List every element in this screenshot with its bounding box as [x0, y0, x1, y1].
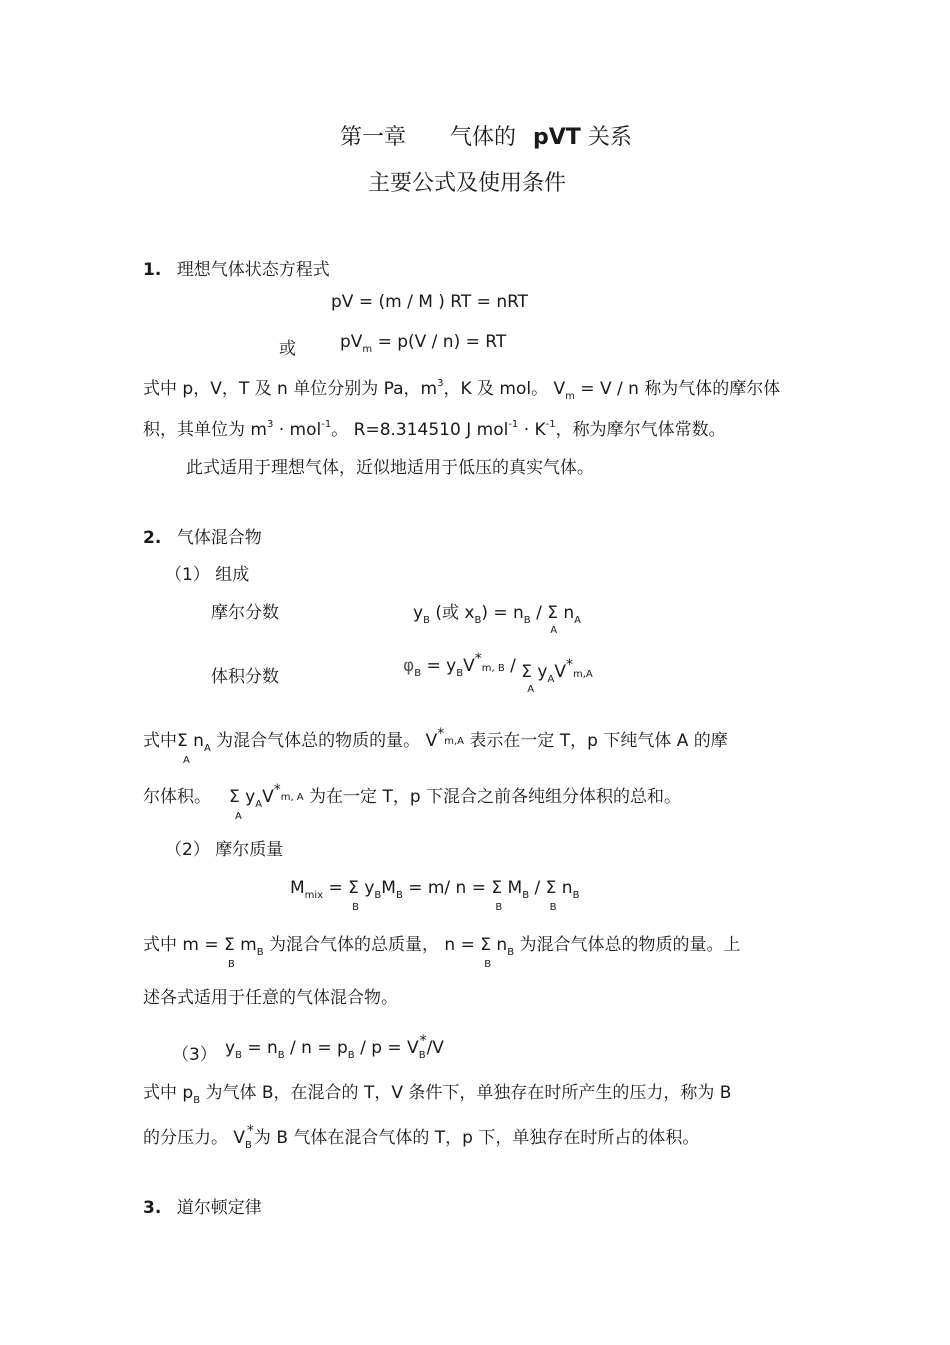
p4-sub2: m,A: [444, 736, 464, 747]
p9-star: *: [246, 1123, 254, 1139]
mm-d: M: [381, 878, 396, 898]
eq3-e: /V: [426, 1038, 444, 1058]
or-label: 或: [279, 339, 296, 359]
mole-a: y: [413, 603, 424, 623]
partial-pressure-equation: [225, 1033, 444, 1061]
mole-b: (或 x: [429, 603, 475, 623]
mole-sub4: A: [574, 615, 581, 626]
eq3-sub3: B: [347, 1050, 355, 1061]
vol-sub2: B: [456, 668, 464, 679]
vol-sub1: B: [414, 668, 422, 679]
mole-fraction-equation: [413, 598, 581, 636]
paragraph-applicability-2: 述各式适用于任意的气体混合物。: [143, 988, 398, 1008]
mole-d: /: [530, 603, 548, 623]
p6-sigma2-limit: B: [484, 959, 492, 970]
p2-sup4: -1: [545, 419, 556, 430]
mole-e: n: [557, 603, 575, 623]
mm-e: = m/ n =: [402, 878, 492, 898]
section-2-title: 气体混合物: [176, 528, 262, 548]
p8-sub: B: [193, 1095, 201, 1106]
mm-sigma3: Σ: [545, 878, 557, 898]
p2-sup1: 3: [266, 419, 274, 430]
p5-sigma-limit: A: [235, 811, 242, 822]
eq3-sub4: B: [418, 1050, 426, 1061]
mm-sub3: B: [395, 890, 403, 901]
title-post: 关系: [587, 125, 632, 150]
paragraph-total-moles: [143, 726, 728, 766]
mm-f: M: [502, 878, 523, 898]
p4-b: n: [187, 731, 204, 751]
section-1-title: 理想气体状态方程式: [176, 260, 330, 280]
volume-fraction-equation: [403, 651, 593, 695]
p6-sub1: B: [256, 947, 264, 958]
p9-b: 为 B 气体在混合气体的 T，p 下，单独存在时所占的体积。: [253, 1128, 700, 1148]
paragraph-units-1: [143, 374, 781, 402]
p6-sigma2: Σ: [480, 935, 491, 955]
mm-h: n: [556, 878, 573, 898]
mole-sub1: B: [423, 615, 430, 626]
vol-sub4: A: [547, 674, 555, 685]
vol-sigma: Σ: [521, 662, 532, 682]
subtitle: 主要公式及使用条件: [368, 171, 567, 196]
eq3-sub2: B: [277, 1050, 285, 1061]
p9-a: 的分压力。 V: [143, 1128, 246, 1148]
mm-a: M: [290, 878, 305, 898]
p4-sigma-group: [177, 731, 190, 766]
mm-sigma2: Σ: [491, 878, 503, 898]
ideal-gas-equation: pV = (m / M ) RT = nRT: [331, 292, 529, 312]
p1-sub: m: [565, 391, 575, 402]
vol-b: V: [463, 656, 475, 676]
vol-sigma-group: [521, 656, 535, 695]
eq3-b: = n: [241, 1038, 278, 1058]
section-3-title: 道尔顿定律: [176, 1198, 262, 1218]
p6-c: 为混合气体的总质量， n =: [263, 935, 481, 955]
section-1-number: 1.: [143, 260, 162, 280]
title-pre: 气体的: [450, 125, 517, 150]
section-1-heading: [143, 255, 330, 280]
vol-sigma-limit: A: [527, 684, 535, 695]
p5-c: V: [262, 787, 274, 807]
p1-sup: 3: [437, 378, 444, 389]
p5-sigma: Σ: [229, 787, 240, 807]
p1-text-a: 式中 p，V，T 及 n 单位分别为 Pa，m: [143, 379, 438, 399]
mole-c: ) = n: [481, 603, 524, 623]
paragraph-total-volume: [143, 782, 682, 822]
volume-fraction-label: 体积分数: [211, 667, 279, 687]
paragraph-applicability-1: 此式适用于理想气体，近似地适用于低压的真实气体。: [186, 458, 594, 478]
section-3-number: 3.: [143, 1198, 162, 1218]
section-2-heading: [143, 523, 262, 548]
vol-e: V: [554, 662, 566, 682]
molar-volume-equation: [340, 332, 507, 355]
p4-star: *: [437, 726, 445, 742]
p2-sup3: -1: [508, 419, 519, 430]
eq2-text-b: = p(V / n) = RT: [372, 332, 507, 352]
subsection-molar-mass: （2） 摩尔质量: [165, 840, 284, 860]
vol-star2: *: [565, 657, 573, 673]
vol-d: y: [532, 662, 548, 682]
mole-sub2: B: [474, 615, 482, 626]
subsection-3-number: （3）: [172, 1045, 217, 1065]
p6-d: n: [491, 935, 508, 955]
vol-sub3: m, B: [481, 663, 505, 674]
p5-sigma-group: [229, 787, 242, 822]
mole-sigma-group: [547, 603, 558, 636]
mm-sub1: mix: [304, 890, 324, 901]
eq3-c: / n = p: [284, 1038, 348, 1058]
vol-c: /: [504, 656, 522, 676]
paragraph-units-2: [143, 415, 726, 440]
p6-sigma1-group: [224, 935, 235, 970]
paragraph-partial-volume: [143, 1123, 700, 1151]
eq3-sub1: B: [235, 1050, 242, 1061]
p1-text-b: ，K 及 mol。 V: [443, 379, 566, 399]
p2-sup2: -1: [321, 419, 332, 430]
eq3-star: *: [419, 1033, 427, 1049]
mole-sigma-limit: A: [550, 625, 558, 636]
mole-sigma: Σ: [547, 603, 558, 623]
p5-sub2: m, A: [280, 792, 304, 803]
p6-sub2: B: [507, 947, 515, 958]
mm-sigma3-limit: B: [549, 902, 557, 913]
mm-sigma2-group: [491, 878, 503, 913]
p2-text-a: 积，其单位为 m: [143, 420, 267, 440]
p4-a: 式中: [143, 731, 177, 751]
paragraph-partial-pressure: [143, 1078, 732, 1106]
chapter-title: [340, 120, 632, 151]
eq2-sub: m: [362, 344, 373, 355]
eq3-d: / p = V: [354, 1038, 419, 1058]
p8-b: 为气体 B，在混合的 T，V 条件下，单独存在时所产生的压力，称为 B: [200, 1083, 732, 1103]
mm-sigma1: Σ: [348, 878, 359, 898]
mm-sigma1-group: [348, 878, 360, 913]
mm-sigma3-group: [545, 878, 557, 913]
p4-c: 为混合气体总的物质的量。 V: [210, 731, 438, 751]
mole-sub3: B: [523, 615, 531, 626]
p5-b: y: [239, 787, 256, 807]
mm-sub2: B: [374, 890, 382, 901]
mm-sigma1-limit: B: [352, 902, 360, 913]
p4-sigma-limit: A: [183, 755, 190, 766]
p5-sub1: A: [255, 799, 263, 810]
p6-sigma2-group: [480, 935, 492, 970]
p2-text-c: 。 R=8.314510 J mol: [331, 420, 509, 440]
title-bold: pVT: [533, 125, 581, 150]
vol-star1: *: [474, 651, 482, 667]
p5-d: 为在一定 T，p 下混合之前各纯组分体积的总和。: [303, 787, 682, 807]
mm-g: /: [529, 878, 546, 898]
p5-a: 尔体积。: [143, 787, 211, 807]
p6-sigma1: Σ: [224, 935, 235, 955]
section-3-heading: [143, 1193, 262, 1218]
eq2-text-a: pV: [340, 332, 363, 352]
p6-b: m: [234, 935, 257, 955]
p2-text-e: ，称为摩尔气体常数。: [555, 420, 726, 440]
mm-sub5: B: [572, 890, 580, 901]
p5-star: *: [273, 782, 281, 798]
subsection-composition: （1） 组成: [165, 565, 250, 585]
p1-text-c: = V / n 称为气体的摩尔体: [574, 379, 781, 399]
mole-fraction-label: 摩尔分数: [211, 603, 279, 623]
p2-text-b: · mol: [273, 420, 322, 440]
mm-sigma2-limit: B: [495, 902, 503, 913]
section-2-number: 2.: [143, 528, 162, 548]
mm-b: =: [323, 878, 349, 898]
vol-a: = y: [421, 656, 457, 676]
p9-sub: B: [245, 1140, 252, 1151]
mm-c: y: [358, 878, 375, 898]
p6-e: 为混合气体总的物质的量。上: [514, 935, 741, 955]
vol-sub5: m,A: [572, 669, 593, 680]
p6-a: 式中 m =: [143, 935, 225, 955]
vol-phi: φ: [403, 656, 415, 676]
p6-sigma1-limit: B: [228, 959, 235, 970]
p2-text-d: · K: [518, 420, 546, 440]
mm-sub4: B: [522, 890, 530, 901]
paragraph-total-mass: [143, 930, 741, 970]
p4-sigma: Σ: [177, 731, 188, 751]
p4-d: 表示在一定 T，p 下纯气体 A 的摩: [463, 731, 728, 751]
molar-mass-equation: [290, 878, 580, 913]
chapter-number: 第一章: [340, 125, 407, 150]
p8-a: 式中 p: [143, 1083, 194, 1103]
eq3-a: y: [225, 1038, 236, 1058]
p4-sub: A: [203, 743, 211, 754]
